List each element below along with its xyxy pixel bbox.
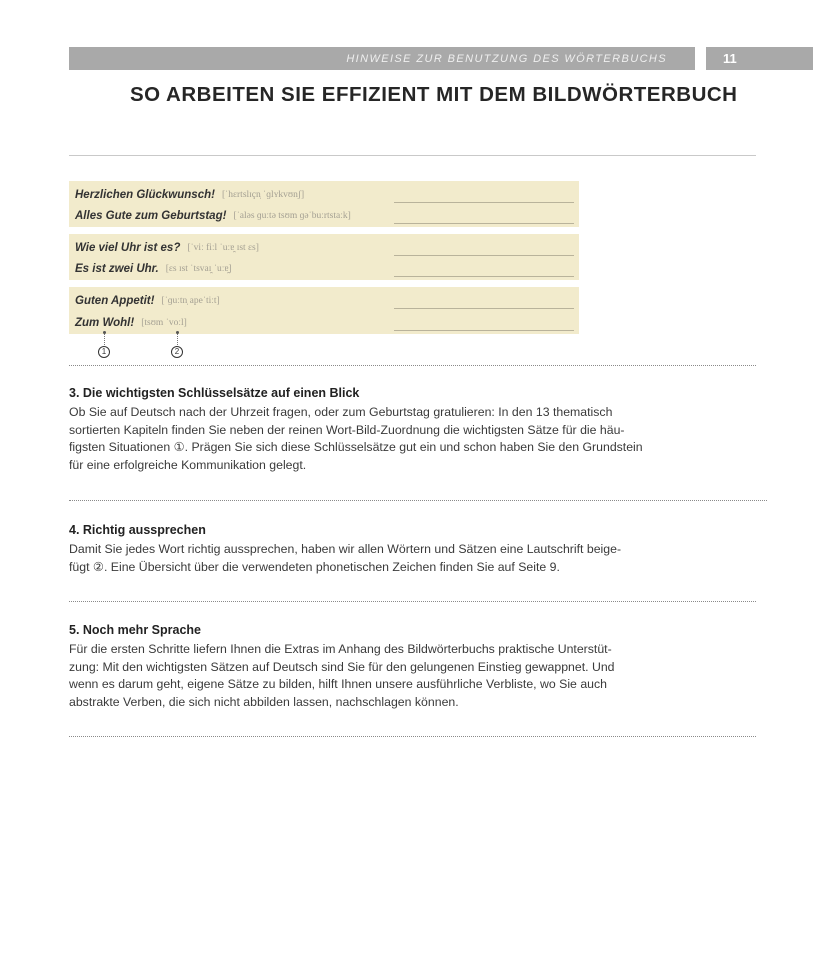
- section-pronunciation: [69, 523, 759, 576]
- marker-leader: [104, 334, 105, 345]
- section-body: [69, 404, 759, 474]
- body-line: figsten Situationen ①. Prägen Sie sich diese Schlüsselsätze gut ein und schon haben Sie den Grundstein: [69, 440, 643, 455]
- phrase-text: Guten Appetit!: [75, 295, 155, 307]
- answer-line: [394, 255, 574, 256]
- answer-line: [394, 276, 574, 277]
- section-divider: [69, 500, 767, 501]
- phrase-text: Zum Wohl!: [75, 317, 135, 329]
- phonetic-transcription: [ˈaləs ɡuːtə tsʊm ɡəˈbuːrtstaːk]: [233, 211, 351, 221]
- title-divider: [69, 155, 756, 156]
- phrase-row: [69, 312, 579, 334]
- phonetic-transcription: [ˈɡuːtn̩ apeˈtiːt]: [161, 296, 220, 306]
- phrase-row: [69, 290, 579, 312]
- phrase-row: [69, 205, 579, 227]
- page-number: 11: [723, 51, 737, 66]
- marker-circle-1: 1: [98, 346, 110, 358]
- phrase-row: [69, 237, 579, 259]
- body-line: Damit Sie jedes Wort richtig aussprechen, haben wir allen Wörtern und Sätzen eine Lautschrift beige-: [69, 542, 622, 556]
- phrase-text: Wie viel Uhr ist es?: [75, 242, 181, 254]
- section-divider: [69, 365, 756, 366]
- phrase-row: [69, 184, 579, 206]
- phonetic-transcription: [ˈhɛrtslɪçn̩ ˈɡlʏkvʊnʃ]: [221, 190, 305, 200]
- section-heading: 4. Richtig aussprechen: [69, 523, 206, 537]
- marker-circle-2: 2: [171, 346, 183, 358]
- body-line: fügt ②. Eine Übersicht über die verwendeten phonetischen Zeichen finden Sie auf Seite 9.: [69, 559, 560, 574]
- phrase-group-birthday: [69, 181, 579, 227]
- phonetic-transcription: [ɛs ɪst ˈtsvaɪ̯ ˈuːɐ̯]: [165, 264, 232, 274]
- page-number-box: [706, 47, 813, 70]
- page-title: SO ARBEITEN SIE EFFIZIENT MIT DEM BILDWÖRTERBUCH: [130, 83, 738, 106]
- phrase-text: Herzlichen Glückwunsch!: [75, 189, 215, 201]
- body-line: abstrakte Verben, die sich nicht abbilden lassen, nachschlagen können.: [69, 694, 459, 709]
- body-line: Für die ersten Schritte liefern Ihnen die Extras im Anhang des Bildwörterbuchs praktische Unterstüt-: [69, 642, 612, 656]
- phonetic-transcription: [tsʊm ˈvoːl]: [141, 318, 187, 328]
- section-heading: 3. Die wichtigsten Schlüsselsätze auf einen Blick: [69, 386, 360, 400]
- body-line: sortierten Kapiteln finden Sie neben der reinen Wort-Bild-Zuordnung die wichtigsten Sätze für die häu-: [69, 422, 625, 437]
- answer-line: [394, 330, 574, 331]
- phrase-text: Alles Gute zum Geburtstag!: [75, 210, 227, 222]
- running-head-bar: [69, 47, 695, 70]
- phrase-group-time: [69, 234, 579, 280]
- section-heading: 5. Noch mehr Sprache: [69, 623, 201, 637]
- section-divider: [69, 736, 756, 737]
- phrase-group-meal: [69, 287, 579, 334]
- body-line: für eine erfolgreiche Kommunikation gelegt.: [69, 457, 307, 472]
- body-line: Ob Sie auf Deutsch nach der Uhrzeit fragen, oder zum Geburtstag gratulieren: In den 13 thematisch: [69, 405, 613, 419]
- section-more-language: [69, 623, 759, 711]
- answer-line: [394, 202, 574, 203]
- answer-line: [394, 308, 574, 309]
- body-line: wenn es darum geht, eigene Sätze zu bilden, hilft Ihnen unsere ausführliche Verbliste, wo Sie auch: [69, 677, 607, 692]
- running-head: HINWEISE ZUR BENUTZUNG DES WÖRTERBUCHS: [346, 52, 667, 65]
- answer-line: [394, 223, 574, 224]
- phonetic-transcription: [ˈviː fiːl ˈuːɐ̯ ɪst ɛs]: [187, 243, 259, 253]
- section-body: [69, 541, 759, 576]
- section-key-phrases: [69, 386, 759, 474]
- body-line: zung: Mit den wichtigsten Sätzen auf Deutsch sind Sie für den gelungenen Einstieg gewappnet. Und: [69, 659, 615, 674]
- marker-leader: [177, 334, 178, 345]
- phrase-row: [69, 258, 579, 280]
- section-body: [69, 641, 759, 711]
- section-divider: [69, 601, 756, 602]
- phrase-text: Es ist zwei Uhr.: [75, 263, 159, 275]
